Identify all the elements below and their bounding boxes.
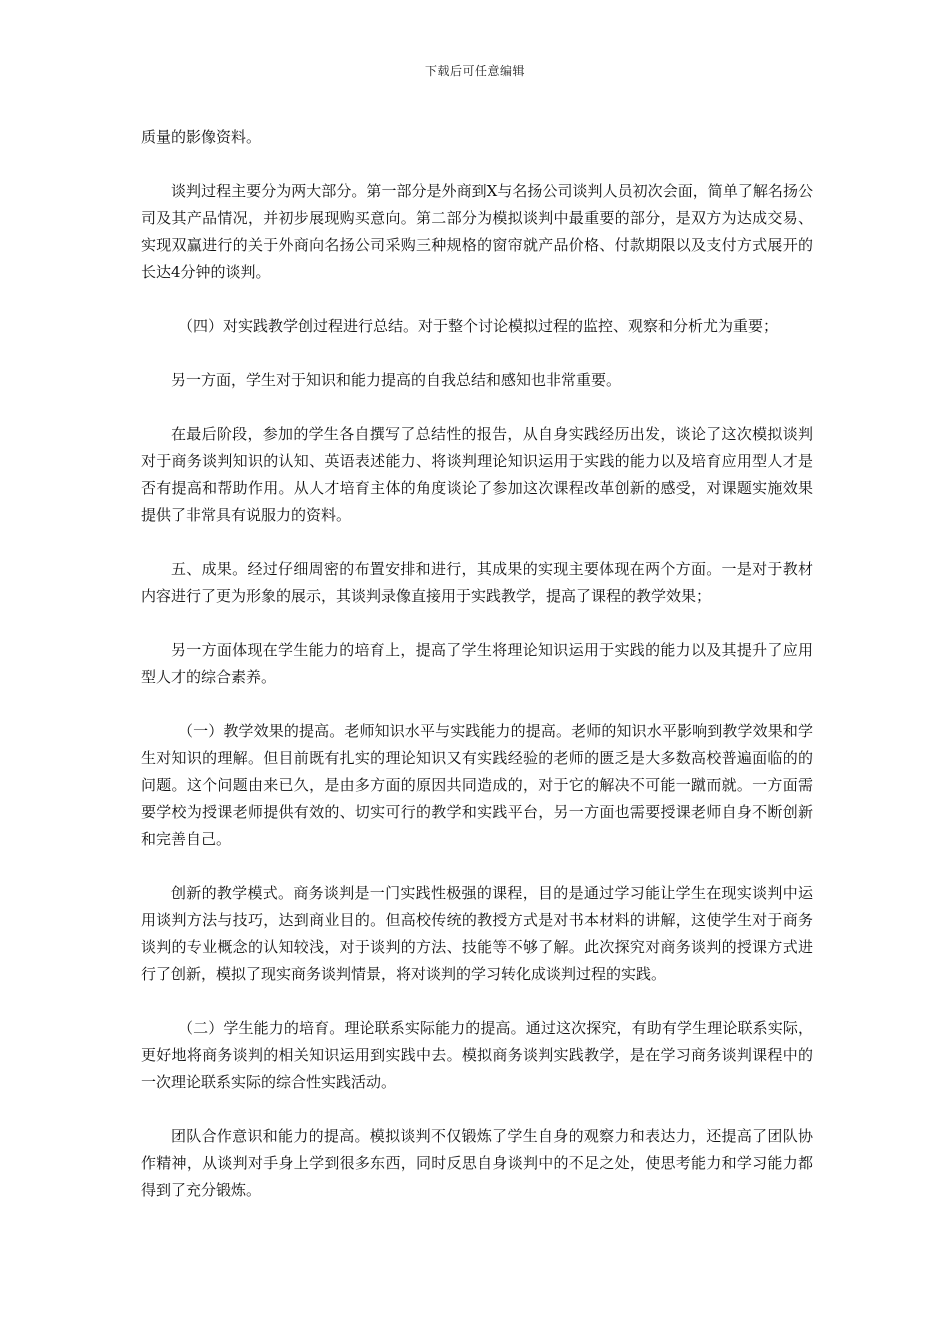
document-body — [141, 124, 813, 1231]
paragraph-results: 五、成果。经过仔细周密的布置安排和进行，其成果的实现主要体现在两个方面。一是对于教材内容进行了更为形象的展示，其谈判录像直接用于实践教学，提高了课程的教学效果； — [141, 560, 813, 605]
paragraph-continuation: 质量的影像资料。 — [141, 128, 262, 146]
paragraph-student-training: （二）学生能力的培育。理论联系实际能力的提高。通过这次探究，有助有学生理论联系实际，更好地将商务谈判的相关知识运用到实践中去。模拟商务谈判实践教学，是在学习商务谈判课程中的一次理论联系实际的综合性实践活动。 — [141, 1019, 813, 1091]
paragraph-teaching-effect: （一）教学效果的提高。老师知识水平与实践能力的提高。老师的知识水平影响到教学效果和学生对知识的理解。但目前既有扎实的理论知识又有实践经验的老师的匮乏是大多数高校普遍面临的的问题。这个问题由来已久，是由多方面的原因共同造成的，对于它的解决不可能一蹴而就。一方面需要学校为授课老师提供有效的、切实可行的教学和实践平台，另一方面也需要授课老师自身不断创新和完善自己。 — [141, 722, 813, 848]
paragraph-innovative-mode: 创新的教学模式。商务谈判是一门实践性极强的课程，目的是通过学习能让学生在现实谈判中运用谈判方法与技巧，达到商业目的。但高校传统的教授方式是对书本材料的讲解，这使学生对于商务谈判的专业概念的认知较浅，对于谈判的方法、技能等不够了解。此次探究对商务谈判的授课方式进行了创新，模拟了现实商务谈判情景，将对谈判的学习转化成谈判过程的实践。 — [141, 884, 813, 983]
paragraph-self-summary: 另一方面，学生对于知识和能力提高的自我总结和感知也非常重要。 — [171, 371, 622, 389]
page-header: 下载后可任意编辑 — [424, 64, 525, 78]
paragraph-student-ability: 另一方面体现在学生能力的培育上，提高了学生将理论知识运用于实践的能力以及其提升了应用型人才的综合素养。 — [141, 641, 813, 686]
paragraph-negotiation-process: 谈判过程主要分为两大部分。第一部分是外商到X与名扬公司谈判人员初次会面，简单了解名扬公司及其产品情况，并初步展现购买意向。第二部分为模拟谈判中最重要的部分，是双方为达成交易、实现双赢进行的关于外商向名扬公司采购三种规格的窗帘就产品价格、付款期限以及支付方式展开的长达4分钟的谈判。 — [141, 182, 813, 281]
paragraph-teamwork: 团队合作意识和能力的提高。模拟谈判不仅锻炼了学生自身的观察力和表达力，还提高了团队协作精神，从谈判对手身上学到很多东西，同时反思自身谈判中的不足之处，使思考能力和学习能力都得到了充分锻炼。 — [141, 1127, 813, 1199]
paragraph-summary-section: （四）对实践教学创过程进行总结。对于整个讨论模拟过程的监控、观察和分析尤为重要； — [178, 317, 779, 335]
paragraph-final-stage: 在最后阶段，参加的学生各自撰写了总结性的报告，从自身实践经历出发，谈论了这次模拟谈判对于商务谈判知识的认知、英语表述能力、将谈判理论知识运用于实践的能力以及培育应用型人才是否有提高和帮助作用。从人才培育主体的角度谈论了参加这次课程改革创新的感受，对课题实施效果提供了非常具有说服力的资料。 — [141, 425, 813, 524]
